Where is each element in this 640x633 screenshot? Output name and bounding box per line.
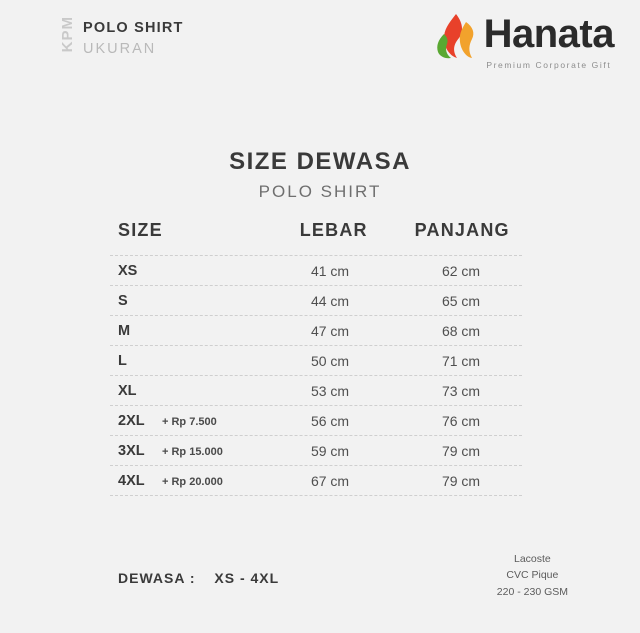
cell-size xyxy=(110,383,260,399)
cell-panjang: 76 cm xyxy=(441,412,481,429)
size-surcharge: + Rp 20.000 xyxy=(162,475,223,488)
page-header xyxy=(0,0,640,92)
table-row xyxy=(110,346,522,376)
footer-range-label: DEWASA : xyxy=(118,570,196,586)
cell-lebar: 67 cm xyxy=(310,472,350,489)
brand-left-text xyxy=(83,16,184,61)
size-label: XL xyxy=(118,382,137,399)
table-header-row xyxy=(110,220,522,255)
size-label: L xyxy=(118,352,127,369)
footer-range-value: XS - 4XL xyxy=(214,570,280,586)
cell-lebar: 56 cm xyxy=(310,412,350,429)
logo-text xyxy=(484,10,614,70)
logo-wordmark: Hanata xyxy=(483,12,614,56)
size-surcharge: + Rp 15.000 xyxy=(162,445,223,458)
page-subtitle: POLO SHIRT xyxy=(258,182,382,201)
cell-size xyxy=(110,353,260,369)
logo-tagline: Premium Corporate Gift xyxy=(486,60,612,70)
column-header-lebar: LEBAR xyxy=(299,220,368,240)
table-row xyxy=(110,376,522,406)
cell-lebar: 47 cm xyxy=(310,322,350,339)
table-row xyxy=(110,316,522,346)
vertical-code-label: KPM xyxy=(59,16,76,53)
brand-left xyxy=(60,16,184,61)
product-subtitle: UKURAN xyxy=(83,41,157,58)
product-title: POLO SHIRT xyxy=(83,20,184,36)
cell-panjang: 62 cm xyxy=(441,262,481,279)
cell-size xyxy=(110,413,260,429)
footer-range xyxy=(118,570,279,586)
cell-lebar: 59 cm xyxy=(310,442,350,459)
size-label: 3XL xyxy=(118,442,145,459)
material-line-3: 220 - 230 GSM xyxy=(496,585,568,598)
size-surcharge: + Rp 7.500 xyxy=(162,415,217,428)
size-label: 2XL xyxy=(118,412,145,429)
table-row xyxy=(110,436,522,466)
table-row xyxy=(110,286,522,316)
cell-size xyxy=(110,473,260,489)
page-title: SIZE DEWASA xyxy=(229,148,411,175)
material-line-1: Lacoste xyxy=(514,553,551,565)
cell-lebar: 44 cm xyxy=(310,292,350,309)
cell-lebar: 53 cm xyxy=(310,382,350,399)
size-label: 4XL xyxy=(118,472,145,489)
cell-panjang: 79 cm xyxy=(441,472,481,489)
cell-panjang: 68 cm xyxy=(441,322,481,339)
cell-size xyxy=(110,323,260,339)
cell-size xyxy=(110,263,260,279)
table-body xyxy=(110,255,522,496)
size-label: S xyxy=(118,292,128,309)
size-label: XS xyxy=(118,262,138,279)
footer-material xyxy=(497,551,568,600)
column-header-panjang: PANJANG xyxy=(414,220,510,240)
table-row xyxy=(110,255,522,286)
cell-panjang: 73 cm xyxy=(441,382,481,399)
cell-panjang: 79 cm xyxy=(441,442,481,459)
cell-panjang: 65 cm xyxy=(441,292,481,309)
cell-lebar: 50 cm xyxy=(310,352,350,369)
cell-panjang: 71 cm xyxy=(441,352,481,369)
cell-size xyxy=(110,443,260,459)
cell-size xyxy=(110,293,260,309)
flame-icon xyxy=(430,12,482,62)
brand-logo xyxy=(430,10,614,70)
cell-lebar: 41 cm xyxy=(310,262,350,279)
table-row xyxy=(110,466,522,496)
table-row xyxy=(110,406,522,436)
material-line-2: CVC Pique xyxy=(506,569,559,582)
size-table xyxy=(110,220,522,496)
size-label: M xyxy=(118,322,131,339)
column-header-size: SIZE xyxy=(118,220,163,240)
